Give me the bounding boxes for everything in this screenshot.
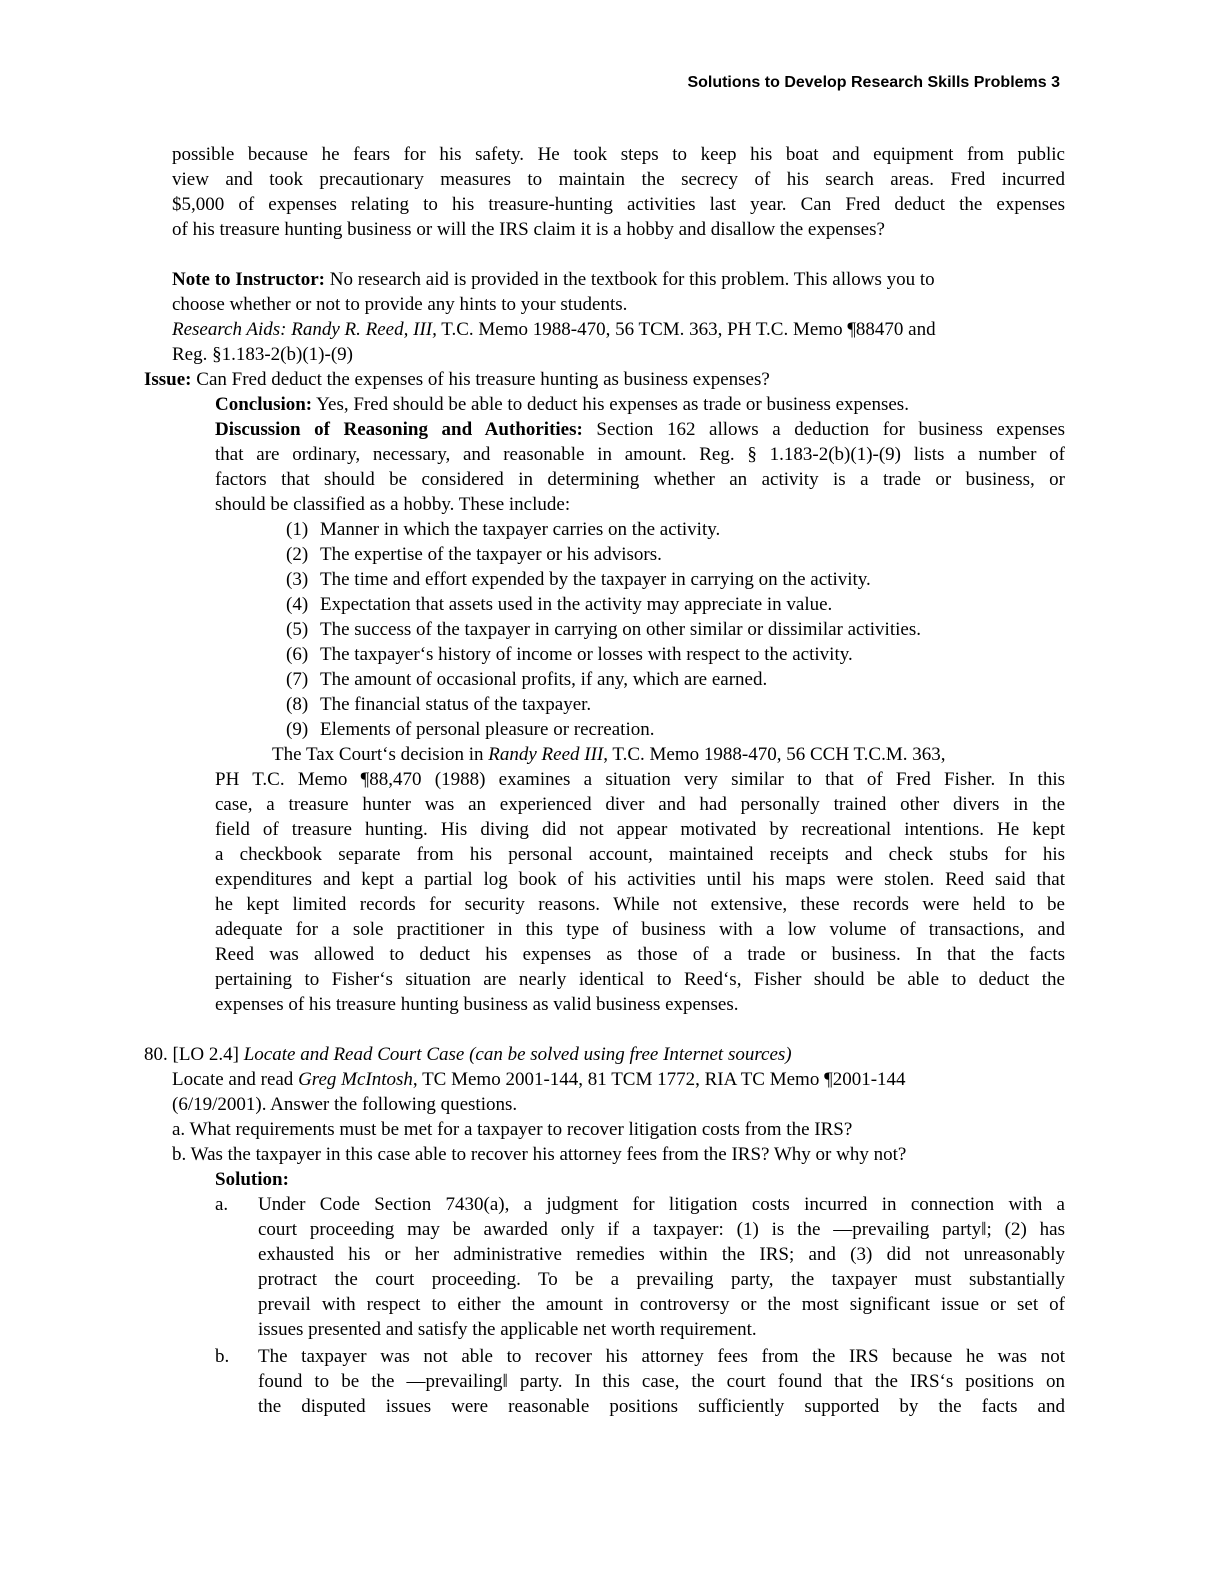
text-line: field of treasure hunting. His diving did not appear motivated by recreational intentions. He kept bbox=[215, 819, 1065, 840]
list-item: (6) The taxpayer‘s history of income or losses with respect to the activity. bbox=[286, 644, 853, 665]
note-to-instructor bbox=[172, 267, 1065, 367]
case-name: Greg McIntosh bbox=[298, 1069, 413, 1090]
text-line: expenditures and kept a partial log book of his activities until his maps were stolen. Reed said that bbox=[215, 869, 1065, 890]
text-line: choose whether or not to provide any hints to your students. bbox=[172, 294, 628, 315]
list-item: (1) Manner in which the taxpayer carries on the activity. bbox=[286, 519, 721, 540]
text-line: should be classified as a hobby. These include: bbox=[215, 494, 571, 515]
text-line: Reg. §1.183-2(b)(1)-(9) bbox=[172, 344, 353, 365]
text-line: expenses of his treasure hunting business as valid business expenses. bbox=[215, 994, 739, 1015]
conclusion-label: Conclusion: bbox=[215, 394, 313, 415]
court-discussion bbox=[215, 742, 1065, 1017]
text-line: that are ordinary, necessary, and reasonable in amount. Reg. § 1.183-2(b)(1)-(9) lists a number of bbox=[215, 444, 1065, 465]
text-line: Under Code Section 7430(a), a judgment for litigation costs incurred in connection with a bbox=[258, 1194, 1065, 1215]
text-line: (6/19/2001). Answer the following questions. bbox=[172, 1094, 518, 1115]
list-item: (2) The expertise of the taxpayer or his advisors. bbox=[286, 544, 662, 565]
list-item: (7) The amount of occasional profits, if any, which are earned. bbox=[286, 669, 768, 690]
text-line: a checkbook separate from his personal account, maintained receipts and check stubs for his bbox=[215, 844, 1065, 865]
question-title: Locate and Read Court Case (can be solved using free Internet sources) bbox=[243, 1044, 792, 1065]
court-text: The Tax Court‘s decision in bbox=[272, 744, 489, 765]
text-line: factors that should be considered in determining whether an activity is a trade or business, or bbox=[215, 469, 1065, 490]
solution-heading bbox=[215, 1167, 1065, 1192]
text-line: possible because he fears for his safety. He took steps to keep his boat and equipment from public bbox=[172, 144, 1065, 165]
text-line: adequate for a sole practitioner in this type of business with a low volume of transactions, and bbox=[215, 919, 1065, 940]
issue-text: Can Fred deduct the expenses of his treasure hunting as business expenses? bbox=[191, 369, 770, 390]
note-label: Note to Instructor: bbox=[172, 269, 326, 290]
question-80-body bbox=[172, 1067, 1065, 1167]
text-line: pertaining to Fisher‘s situation are nearly identical to Reed‘s, Fisher should be able to deduct the bbox=[215, 969, 1065, 990]
solution-label: Solution: bbox=[215, 1169, 289, 1190]
text-line: protract the court proceeding. To be a prevailing party, the taxpayer must substantially bbox=[258, 1269, 1065, 1290]
question-number: 80. [LO 2.4] bbox=[144, 1044, 244, 1065]
text-line: exhausted his or her administrative remedies within the IRS; and (3) did not unreasonably bbox=[258, 1244, 1065, 1265]
text-line: PH T.C. Memo ¶88,470 (1988) examines a situation very similar to that of Fred Fisher. In this bbox=[215, 769, 1065, 790]
answer-b-label: b. bbox=[215, 1346, 230, 1367]
conclusion-text: Yes, Fred should be able to deduct his expenses as trade or business expenses. bbox=[312, 394, 909, 415]
answer-b bbox=[215, 1344, 1065, 1419]
text-line: $5,000 of expenses relating to his treasure-hunting activities last year. Can Fred deduct the expenses bbox=[172, 194, 1065, 215]
question-b: b. Was the taxpayer in this case able to recover his attorney fees from the IRS? Why or why not? bbox=[172, 1144, 907, 1165]
research-aids-text: T.C. Memo 1988-470, 56 TCM. 363, PH T.C. Memo ¶88470 and bbox=[436, 319, 936, 340]
text-line: The taxpayer was not able to recover his attorney fees from the IRS because he was not bbox=[258, 1346, 1065, 1367]
question-a: a. What requirements must be met for a taxpayer to recover litigation costs from the IRS? bbox=[172, 1119, 853, 1140]
intro-paragraph bbox=[172, 142, 1065, 242]
text-line: issues presented and satisfy the applicable net worth requirement. bbox=[258, 1319, 757, 1340]
question-text: , TC Memo 2001-144, 81 TCM 1772, RIA TC Memo ¶2001-144 bbox=[412, 1069, 906, 1090]
question-80 bbox=[144, 1042, 1065, 1067]
text-line: found to be the —prevailing‖ party. In this case, the court found that the IRS‘s positions on bbox=[258, 1371, 1065, 1392]
list-item: (4) Expectation that assets used in the activity may appreciate in value. bbox=[286, 594, 833, 615]
text-line: he kept limited records for security reasons. While not extensive, these records were held to be bbox=[215, 894, 1065, 915]
text-line: court proceeding may be awarded only if a taxpayer: (1) is the —prevailing party‖; (2) has bbox=[258, 1219, 1065, 1240]
list-item: (3) The time and effort expended by the taxpayer in carrying on the activity. bbox=[286, 569, 871, 590]
text-line: view and took precautionary measures to maintain the secrecy of his search areas. Fred incurred bbox=[172, 169, 1065, 190]
text-line: the disputed issues were reasonable positions sufficiently supported by the facts and bbox=[258, 1396, 1065, 1417]
issue bbox=[144, 367, 1065, 392]
text-line: Reed was allowed to deduct his expenses as those of a trade or business. In that the facts bbox=[215, 944, 1065, 965]
research-aids-label: Research Aids: Randy R. Reed, III, bbox=[172, 319, 437, 340]
list-item: (8) The financial status of the taxpayer. bbox=[286, 694, 592, 715]
list-item: (5) The success of the taxpayer in carrying on other similar or dissimilar activities. bbox=[286, 619, 921, 640]
running-head: Solutions to Develop Research Skills Problems 3 bbox=[687, 74, 1060, 91]
conclusion-discussion bbox=[215, 392, 1065, 517]
answer-a-label: a. bbox=[215, 1194, 229, 1215]
text-line: prevail with respect to either the amount in controversy or the most significant issue or set of bbox=[258, 1294, 1065, 1315]
list-item: (9) Elements of personal pleasure or recreation. bbox=[286, 719, 655, 740]
text-line: of his treasure hunting business or will the IRS claim it is a hobby and disallow the expenses? bbox=[172, 219, 885, 240]
answer-a bbox=[215, 1192, 1065, 1342]
note-text: No research aid is provided in the textbook for this problem. This allows you to bbox=[325, 269, 935, 290]
text-line: case, a treasure hunter was an experienced diver and had personally trained other divers in the bbox=[215, 794, 1065, 815]
court-text: , T.C. Memo 1988-470, 56 CCH T.C.M. 363, bbox=[603, 744, 946, 765]
issue-label: Issue: bbox=[144, 369, 192, 390]
factors-list bbox=[286, 517, 1046, 742]
case-name: Randy Reed III bbox=[488, 744, 604, 765]
question-text: Locate and read bbox=[172, 1069, 299, 1090]
discussion-label: Discussion of Reasoning and Authorities: bbox=[215, 419, 583, 440]
discussion-text: Section 162 allows a deduction for business expenses bbox=[582, 419, 1065, 440]
